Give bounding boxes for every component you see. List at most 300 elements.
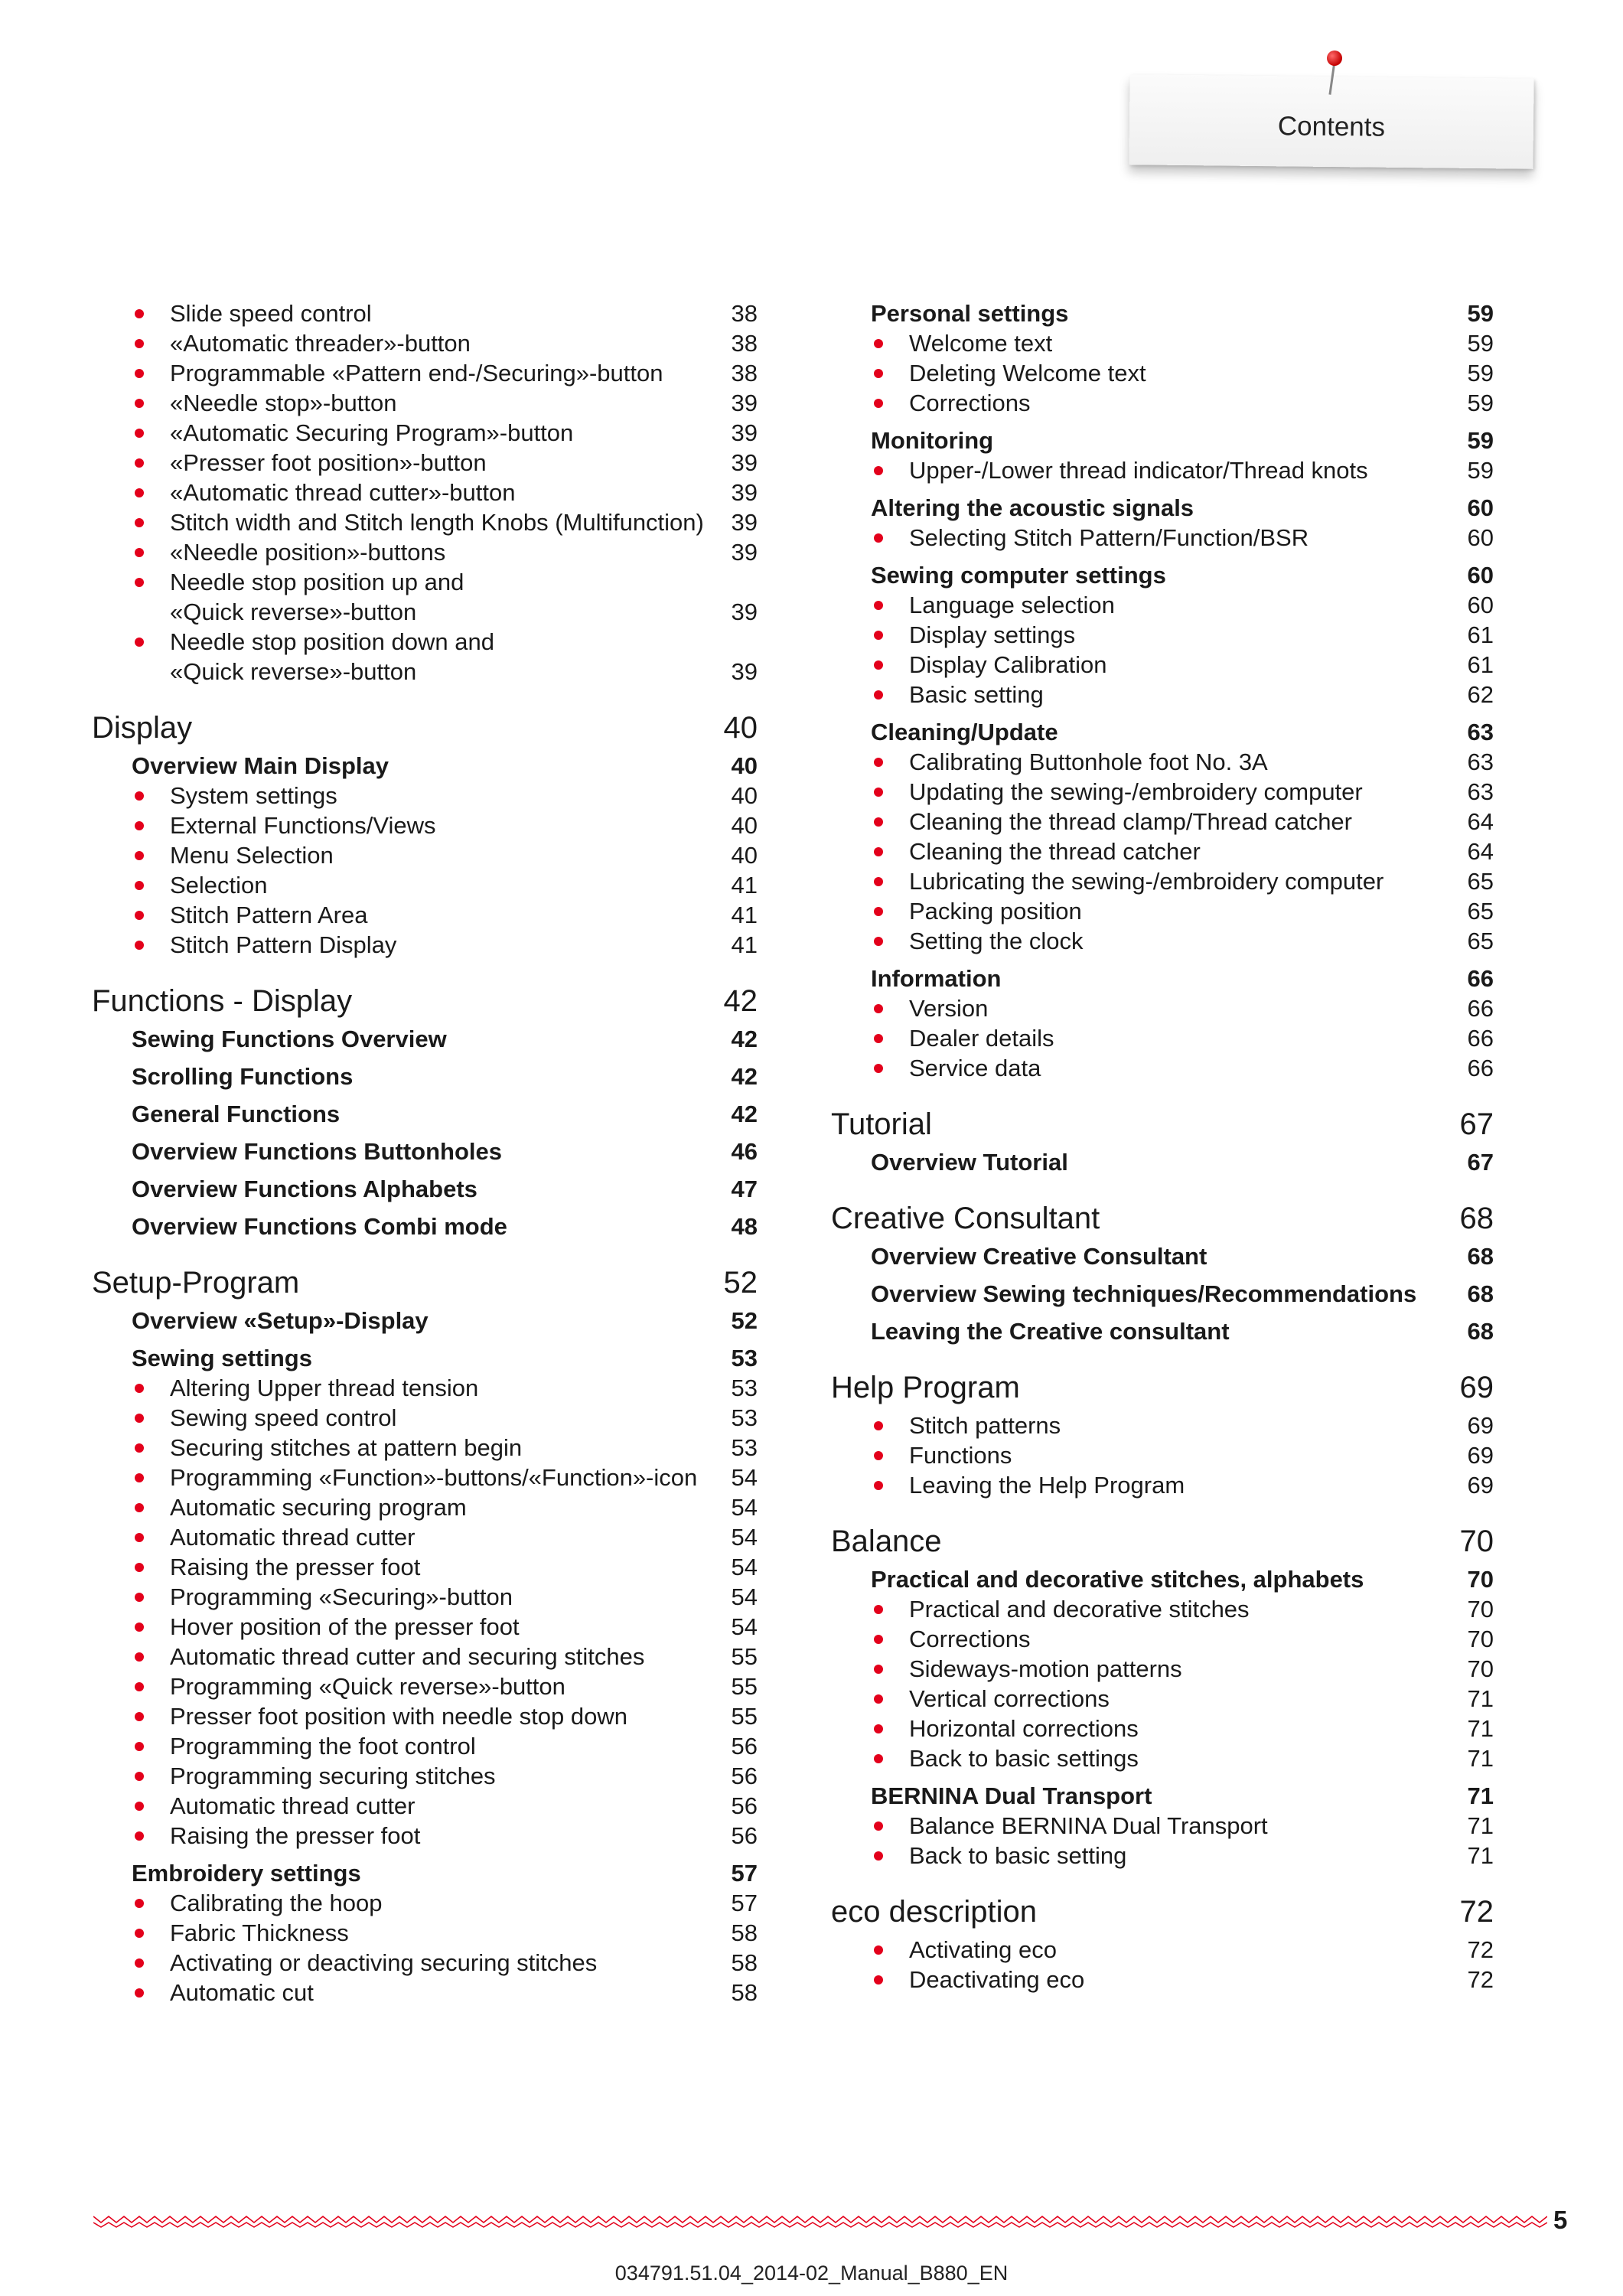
- toc-entry-title: Needle stop position up and: [170, 569, 464, 595]
- toc-subsection-entry[interactable]: [831, 964, 1494, 993]
- toc-entry-title: Help Program: [831, 1371, 1020, 1404]
- toc-entry-title: Basic setting: [909, 681, 1044, 708]
- toc-bullet-entry[interactable]: [92, 900, 758, 930]
- bullet-dot-icon: [135, 791, 144, 801]
- toc-bullet-entry[interactable]: [831, 1684, 1494, 1714]
- bullet-dot-icon: [135, 1533, 144, 1542]
- toc-entry-title: «Needle stop»-button: [170, 390, 397, 416]
- bullet-dot-icon: [874, 1945, 883, 1955]
- toc-page-number: 54: [731, 1583, 758, 1610]
- toc-bullet-entry[interactable]: [831, 1811, 1494, 1841]
- toc-bullet-entry[interactable]: [92, 781, 758, 810]
- toc-page-number: 71: [1467, 1715, 1494, 1742]
- bullet-dot-icon: [874, 399, 883, 408]
- bullet-dot-icon: [135, 1414, 144, 1423]
- toc-page-number: 60: [1467, 592, 1494, 618]
- toc-entry-title: Back to basic settings: [909, 1745, 1139, 1772]
- toc-bullet-entry[interactable]: [92, 930, 758, 960]
- toc-bullet-entry[interactable]: [92, 478, 758, 507]
- toc-bullet-entry[interactable]: [92, 507, 758, 537]
- toc-page-number: 56: [731, 1792, 758, 1819]
- toc-bullet-entry[interactable]: [831, 1411, 1494, 1440]
- toc-right-column: [831, 298, 1494, 1994]
- bullet-dot-icon: [135, 339, 144, 348]
- toc-bullet-entry[interactable]: [92, 1522, 758, 1552]
- toc-page-number: 59: [1467, 390, 1494, 416]
- toc-bullet-entry[interactable]: [831, 455, 1494, 485]
- toc-bullet-entry[interactable]: [92, 1671, 758, 1701]
- bullet-dot-icon: [135, 458, 144, 468]
- toc-subsection-entry[interactable]: [831, 1781, 1494, 1811]
- toc-section-heading[interactable]: [92, 983, 758, 1019]
- toc-page-number: 40: [731, 812, 758, 839]
- toc-entry-title: Updating the sewing-/embroidery computer: [909, 778, 1363, 805]
- toc-entry-title: Scrolling Functions: [132, 1063, 354, 1090]
- toc-bullet-entry[interactable]: [831, 1965, 1494, 1994]
- toc-bullet-entry[interactable]: [831, 590, 1494, 620]
- zigzag-line: [93, 2216, 1547, 2223]
- toc-entry-title: Back to basic setting: [909, 1842, 1127, 1869]
- toc-entry-title: Packing position: [909, 898, 1082, 925]
- toc-subsection-entry[interactable]: [831, 1279, 1494, 1309]
- bullet-dot-icon: [135, 399, 144, 408]
- toc-page-number: 54: [731, 1613, 758, 1640]
- toc-entry-title: Stitch patterns: [909, 1412, 1061, 1439]
- toc-bullet-entry[interactable]: [92, 418, 758, 448]
- toc-bullet-entry[interactable]: [92, 840, 758, 870]
- decorative-zigzag-divider: [93, 2213, 1547, 2229]
- bullet-dot-icon: [135, 1929, 144, 1938]
- toc-bullet-entry[interactable]: [92, 1463, 758, 1492]
- toc-page-number: 60: [1467, 562, 1494, 589]
- toc-bullet-entry[interactable]: [92, 810, 758, 840]
- toc-entry-title: Overview Functions Combi mode: [132, 1213, 507, 1240]
- toc-bullet-entry[interactable]: [92, 870, 758, 900]
- toc-bullet-entry[interactable]: [831, 1594, 1494, 1624]
- toc-entry-title: Corrections: [909, 1626, 1031, 1652]
- toc-entry-title: Programming «Securing»-button: [170, 1583, 513, 1610]
- toc-entry-title: Menu Selection: [170, 842, 334, 869]
- toc-entry-title: Automatic thread cutter: [170, 1792, 416, 1819]
- toc-page-number: 56: [731, 1733, 758, 1760]
- toc-entry-title: Automatic thread cutter and securing stitches: [170, 1643, 645, 1670]
- toc-bullet-entry[interactable]: [92, 627, 758, 657]
- toc-entry-title: Programming «Quick reverse»-button: [170, 1673, 565, 1700]
- toc-page-number: 38: [731, 300, 758, 327]
- toc-entry-title: Practical and decorative stitches: [909, 1596, 1250, 1623]
- toc-bullet-entry[interactable]: [831, 650, 1494, 680]
- toc-entry-title: Corrections: [909, 390, 1031, 416]
- toc-page-number: 66: [1467, 1025, 1494, 1052]
- toc-entry-title: Sewing settings: [132, 1345, 312, 1371]
- toc-bullet-entry[interactable]: [92, 1492, 758, 1522]
- toc-bullet-entry[interactable]: [92, 1821, 758, 1851]
- toc-entry-title: Stitch width and Stitch length Knobs (Multifunction): [170, 509, 704, 536]
- toc-entry-title: Programming the foot control: [170, 1733, 476, 1760]
- toc-page-number: 72: [1467, 1936, 1494, 1963]
- bullet-dot-icon: [135, 548, 144, 557]
- toc-page-number: 64: [1467, 838, 1494, 865]
- bullet-dot-icon: [135, 1682, 144, 1691]
- toc-entry-title: BERNINA Dual Transport: [871, 1782, 1152, 1809]
- toc-entry-title: Information: [871, 965, 1002, 992]
- toc-page-number: 39: [731, 479, 758, 506]
- toc-bullet-entry[interactable]: [831, 896, 1494, 926]
- toc-page-number: 69: [1459, 1371, 1494, 1404]
- bullet-dot-icon: [874, 369, 883, 378]
- toc-entry-title: Altering Upper thread tension: [170, 1375, 479, 1401]
- toc-bullet-entry[interactable]: [831, 1743, 1494, 1773]
- toc-entry-title: Version: [909, 995, 989, 1022]
- toc-subsection-entry[interactable]: [92, 1858, 758, 1888]
- toc-entry-title: System settings: [170, 782, 337, 809]
- toc-entry-title: Upper-/Lower thread indicator/Thread knots: [909, 457, 1368, 484]
- toc-bullet-entry[interactable]: [831, 1935, 1494, 1965]
- toc-page-number: 71: [1467, 1745, 1494, 1772]
- toc-page-number: 61: [1467, 651, 1494, 678]
- toc-entry-title: Overview Sewing techniques/Recommendations: [871, 1280, 1417, 1307]
- toc-subsection-entry[interactable]: [92, 1099, 758, 1129]
- toc-bullet-entry[interactable]: [92, 1948, 758, 1978]
- bullet-dot-icon: [874, 1605, 883, 1614]
- bullet-dot-icon: [874, 1975, 883, 1985]
- bullet-dot-icon: [874, 907, 883, 916]
- bullet-dot-icon: [874, 1851, 883, 1861]
- page-number: 5: [1553, 2206, 1568, 2234]
- toc-entry-title: Calibrating Buttonhole foot No. 3A: [909, 748, 1268, 775]
- toc-bullet-entry[interactable]: [92, 298, 758, 328]
- bullet-dot-icon: [135, 1593, 144, 1602]
- toc-bullet-entry[interactable]: [831, 1714, 1494, 1743]
- toc-section-heading[interactable]: [831, 1106, 1494, 1143]
- bullet-dot-icon: [874, 758, 883, 767]
- toc-bullet-entry[interactable]: [92, 597, 758, 627]
- toc-subsection-entry[interactable]: [92, 1024, 758, 1054]
- toc-entry-title: «Quick reverse»-button: [170, 658, 417, 685]
- toc-page-number: 63: [1467, 748, 1494, 775]
- bullet-dot-icon: [135, 911, 144, 920]
- toc-bullet-entry[interactable]: [92, 1403, 758, 1433]
- toc-entry-title: Leaving the Help Program: [909, 1472, 1185, 1499]
- bullet-dot-icon: [135, 1623, 144, 1632]
- bullet-dot-icon: [135, 821, 144, 830]
- toc-entry-title: Automatic thread cutter: [170, 1524, 416, 1551]
- toc-page-number: 53: [731, 1345, 758, 1371]
- toc-bullet-entry[interactable]: [831, 328, 1494, 358]
- bullet-dot-icon: [874, 817, 883, 827]
- toc-page-number: 47: [731, 1176, 758, 1202]
- toc-bullet-entry[interactable]: [831, 1841, 1494, 1870]
- toc-entry-title: Needle stop position down and: [170, 628, 494, 655]
- toc-subsection-entry[interactable]: [831, 426, 1494, 455]
- toc-subsection-entry[interactable]: [831, 1316, 1494, 1346]
- toc-entry-title: «Presser foot position»-button: [170, 449, 487, 476]
- toc-entry-title: Overview Tutorial: [871, 1149, 1068, 1176]
- toc-section-heading[interactable]: [831, 1893, 1494, 1930]
- toc-entry-title: Display: [92, 711, 193, 745]
- bullet-dot-icon: [874, 1034, 883, 1043]
- toc-bullet-entry[interactable]: [92, 1888, 758, 1918]
- toc-bullet-entry[interactable]: [831, 807, 1494, 837]
- toc-page-number: 68: [1467, 1318, 1494, 1345]
- toc-page-number: 62: [1467, 681, 1494, 708]
- toc-entry-title: Sewing speed control: [170, 1404, 397, 1431]
- bullet-dot-icon: [874, 1665, 883, 1674]
- toc-entry-title: Programmable «Pattern end-/Securing»-button: [170, 360, 663, 386]
- bullet-dot-icon: [135, 1772, 144, 1781]
- toc-page-number: 41: [731, 872, 758, 899]
- toc-subsection-entry[interactable]: [831, 560, 1494, 590]
- toc-bullet-entry[interactable]: [831, 620, 1494, 650]
- toc-entry-title: «Automatic Securing Program»-button: [170, 419, 574, 446]
- toc-page-number: 57: [731, 1890, 758, 1916]
- toc-page-number: 54: [731, 1524, 758, 1551]
- toc-bullet-entry[interactable]: [831, 358, 1494, 388]
- toc-bullet-entry[interactable]: [92, 1791, 758, 1821]
- toc-entry-title: Lubricating the sewing-/embroidery computer: [909, 868, 1384, 895]
- toc-entry-title: Overview Main Display: [132, 752, 389, 779]
- toc-page-number: 69: [1467, 1442, 1494, 1469]
- toc-section-heading[interactable]: [831, 1200, 1494, 1237]
- toc-subsection-entry[interactable]: [92, 1062, 758, 1091]
- toc-bullet-entry[interactable]: [92, 1582, 758, 1612]
- toc-entry-title: Overview Functions Buttonholes: [132, 1138, 502, 1165]
- toc-bullet-entry[interactable]: [831, 993, 1494, 1023]
- toc-bullet-entry[interactable]: [92, 328, 758, 358]
- toc-page-number: 70: [1467, 1626, 1494, 1652]
- toc-page-number: 52: [731, 1307, 758, 1334]
- bullet-dot-icon: [135, 1384, 144, 1393]
- toc-page-number: 63: [1467, 778, 1494, 805]
- toc-bullet-entry[interactable]: [831, 523, 1494, 553]
- toc-entry-title: «Quick reverse»-button: [170, 598, 417, 625]
- toc-entry-title: Vertical corrections: [909, 1685, 1110, 1712]
- bullet-dot-icon: [874, 1421, 883, 1430]
- toc-bullet-entry[interactable]: [831, 1624, 1494, 1654]
- toc-entry-title: Programming securing stitches: [170, 1763, 496, 1789]
- toc-entry-title: Stitch Pattern Display: [170, 931, 397, 958]
- bullet-dot-icon: [874, 601, 883, 610]
- toc-entry-title: Selecting Stitch Pattern/Function/BSR: [909, 524, 1309, 551]
- toc-left-column: [92, 298, 758, 2007]
- toc-page-number: 71: [1467, 1842, 1494, 1869]
- toc-bullet-entry[interactable]: [92, 1642, 758, 1671]
- bullet-dot-icon: [874, 339, 883, 348]
- toc-subsection-entry[interactable]: [92, 1174, 758, 1204]
- toc-bullet-entry[interactable]: [92, 358, 758, 388]
- toc-bullet-entry[interactable]: [92, 1918, 758, 1948]
- toc-entry-title: Sideways-motion patterns: [909, 1655, 1182, 1682]
- bullet-dot-icon: [135, 1652, 144, 1662]
- toc-entry-title: Functions - Display: [92, 984, 353, 1018]
- bullet-dot-icon: [135, 881, 144, 890]
- toc-entry-title: «Automatic threader»-button: [170, 330, 471, 357]
- toc-page-number: 61: [1467, 621, 1494, 648]
- toc-page-number: 67: [1459, 1107, 1494, 1141]
- bullet-dot-icon: [874, 877, 883, 886]
- toc-subsection-entry[interactable]: [92, 1306, 758, 1336]
- toc-entry-title: Language selection: [909, 592, 1115, 618]
- bullet-dot-icon: [135, 309, 144, 318]
- toc-entry-title: Programming «Function»-buttons/«Function»-icon: [170, 1464, 698, 1491]
- pushpin-icon: [1327, 51, 1342, 66]
- toc-page-number: 53: [731, 1375, 758, 1401]
- toc-bullet-entry[interactable]: [92, 388, 758, 418]
- toc-entry-title: eco description: [831, 1895, 1038, 1929]
- toc-subsection-entry[interactable]: [92, 1212, 758, 1241]
- toc-bullet-entry[interactable]: [831, 1023, 1494, 1053]
- bullet-dot-icon: [135, 1831, 144, 1841]
- toc-entry-title: Activating or deactiving securing stitches: [170, 1949, 598, 1976]
- toc-page-number: 42: [731, 1101, 758, 1127]
- toc-page-number: 39: [731, 419, 758, 446]
- toc-entry-title: Altering the acoustic signals: [871, 494, 1194, 521]
- toc-page-number: 58: [731, 1979, 758, 2006]
- toc-page-number: 41: [731, 902, 758, 928]
- toc-bullet-entry[interactable]: [831, 1470, 1494, 1500]
- bullet-dot-icon: [874, 1064, 883, 1073]
- toc-bullet-entry[interactable]: [831, 777, 1494, 807]
- toc-page-number: 40: [731, 752, 758, 779]
- bullet-dot-icon: [874, 690, 883, 700]
- toc-entry-title: Horizontal corrections: [909, 1715, 1139, 1742]
- toc-bullet-entry[interactable]: [92, 1978, 758, 2007]
- toc-page-number: 53: [731, 1434, 758, 1461]
- bullet-dot-icon: [874, 1635, 883, 1644]
- toc-page-number: 68: [1467, 1280, 1494, 1307]
- toc-bullet-entry[interactable]: [831, 926, 1494, 956]
- bullet-dot-icon: [874, 847, 883, 856]
- toc-entry-title: Selection: [170, 872, 268, 899]
- toc-page-number: 59: [1467, 360, 1494, 386]
- toc-entry-title: Dealer details: [909, 1025, 1054, 1052]
- bullet-dot-icon: [874, 1481, 883, 1490]
- bullet-dot-icon: [874, 533, 883, 543]
- toc-page-number: 60: [1467, 494, 1494, 521]
- toc-entry-title: Display Calibration: [909, 651, 1107, 678]
- toc-bullet-entry[interactable]: [92, 448, 758, 478]
- toc-entry-title: Activating eco: [909, 1936, 1057, 1963]
- toc-section-heading[interactable]: [92, 1264, 758, 1301]
- toc-section-heading[interactable]: [831, 1369, 1494, 1406]
- toc-page-number: 46: [731, 1138, 758, 1165]
- toc-entry-title: «Automatic thread cutter»-button: [170, 479, 516, 506]
- toc-subsection-entry[interactable]: [831, 1241, 1494, 1271]
- toc-page-number: 65: [1467, 928, 1494, 954]
- toc-entry-title: Overview «Setup»-Display: [132, 1307, 429, 1334]
- toc-entry-title: Leaving the Creative consultant: [871, 1318, 1230, 1345]
- toc-page-number: 59: [1467, 330, 1494, 357]
- toc-entry-title: «Needle position»-buttons: [170, 539, 446, 566]
- toc-entry-title: Hover position of the presser foot: [170, 1613, 520, 1640]
- toc-bullet-entry[interactable]: [92, 1701, 758, 1731]
- bullet-dot-icon: [135, 1503, 144, 1512]
- toc-page-number: 66: [1467, 965, 1494, 992]
- toc-page-number: 66: [1467, 1055, 1494, 1081]
- toc-bullet-entry[interactable]: [92, 537, 758, 567]
- toc-page-number: 53: [731, 1404, 758, 1431]
- toc-page-number: 48: [731, 1213, 758, 1240]
- toc-subsection-entry[interactable]: [92, 751, 758, 781]
- toc-subsection-entry[interactable]: [831, 1564, 1494, 1594]
- toc-subsection-entry[interactable]: [92, 1343, 758, 1373]
- toc-entry-title: Monitoring: [871, 427, 994, 454]
- toc-entry-title: Calibrating the hoop: [170, 1890, 383, 1916]
- toc-entry-title: Welcome text: [909, 330, 1053, 357]
- toc-page-number: 55: [731, 1703, 758, 1730]
- toc-bullet-entry[interactable]: [831, 866, 1494, 896]
- toc-bullet-entry[interactable]: [92, 1731, 758, 1761]
- toc-page-number: 39: [731, 658, 758, 685]
- toc-page-number: 60: [1467, 524, 1494, 551]
- toc-section-heading[interactable]: [831, 1523, 1494, 1560]
- toc-bullet-entry[interactable]: [92, 567, 758, 597]
- toc-bullet-entry[interactable]: [92, 1433, 758, 1463]
- bullet-dot-icon: [874, 1694, 883, 1704]
- toc-page-number: 72: [1467, 1966, 1494, 1993]
- toc-bullet-entry[interactable]: [831, 1053, 1494, 1083]
- bullet-dot-icon: [135, 488, 144, 497]
- toc-bullet-entry[interactable]: [831, 1654, 1494, 1684]
- toc-subsection-entry[interactable]: [92, 1137, 758, 1166]
- toc-entry-title: Cleaning the thread clamp/Thread catcher: [909, 808, 1352, 835]
- toc-bullet-entry[interactable]: [92, 657, 758, 687]
- toc-page-number: 41: [731, 931, 758, 958]
- toc-page-number: 65: [1467, 868, 1494, 895]
- toc-entry-title: Cleaning/Update: [871, 719, 1058, 745]
- toc-bullet-entry[interactable]: [92, 1552, 758, 1582]
- toc-entry-title: Slide speed control: [170, 300, 372, 327]
- toc-page-number: 57: [731, 1860, 758, 1887]
- toc-bullet-entry[interactable]: [831, 680, 1494, 709]
- toc-bullet-entry[interactable]: [831, 388, 1494, 418]
- toc-entry-title: Stitch Pattern Area: [170, 902, 368, 928]
- toc-page-number: 54: [731, 1464, 758, 1491]
- bullet-dot-icon: [135, 1958, 144, 1968]
- toc-bullet-entry[interactable]: [831, 837, 1494, 866]
- bullet-dot-icon: [135, 429, 144, 438]
- toc-entry-title: Deactivating eco: [909, 1966, 1085, 1993]
- toc-page-number: 69: [1467, 1412, 1494, 1439]
- toc-entry-title: Sewing computer settings: [871, 562, 1166, 589]
- bullet-dot-icon: [135, 1712, 144, 1721]
- toc-page-number: 39: [731, 509, 758, 536]
- toc-entry-title: Balance: [831, 1525, 942, 1558]
- toc-entry-title: Functions: [909, 1442, 1012, 1469]
- toc-page-number: 40: [723, 711, 758, 745]
- toc-entry-title: Practical and decorative stitches, alphabets: [871, 1566, 1364, 1593]
- toc-bullet-entry[interactable]: [92, 1612, 758, 1642]
- toc-page-number: 42: [723, 984, 758, 1018]
- toc-entry-title: Personal settings: [871, 300, 1069, 327]
- toc-subsection-entry[interactable]: [831, 717, 1494, 747]
- toc-page-number: 63: [1467, 719, 1494, 745]
- toc-bullet-entry[interactable]: [92, 1373, 758, 1403]
- toc-bullet-entry[interactable]: [831, 1440, 1494, 1470]
- toc-page-number: 70: [1467, 1655, 1494, 1682]
- toc-subsection-entry[interactable]: [831, 1147, 1494, 1177]
- toc-subsection-entry[interactable]: [831, 493, 1494, 523]
- toc-bullet-entry[interactable]: [92, 1761, 758, 1791]
- toc-entry-title: Raising the presser foot: [170, 1554, 421, 1580]
- toc-page-number: 40: [731, 842, 758, 869]
- toc-page-number: 72: [1459, 1895, 1494, 1929]
- toc-section-heading[interactable]: [92, 709, 758, 746]
- toc-entry-title: Cleaning the thread catcher: [909, 838, 1201, 865]
- toc-subsection-entry[interactable]: [831, 298, 1494, 328]
- bullet-dot-icon: [874, 1451, 883, 1460]
- toc-bullet-entry[interactable]: [831, 747, 1494, 777]
